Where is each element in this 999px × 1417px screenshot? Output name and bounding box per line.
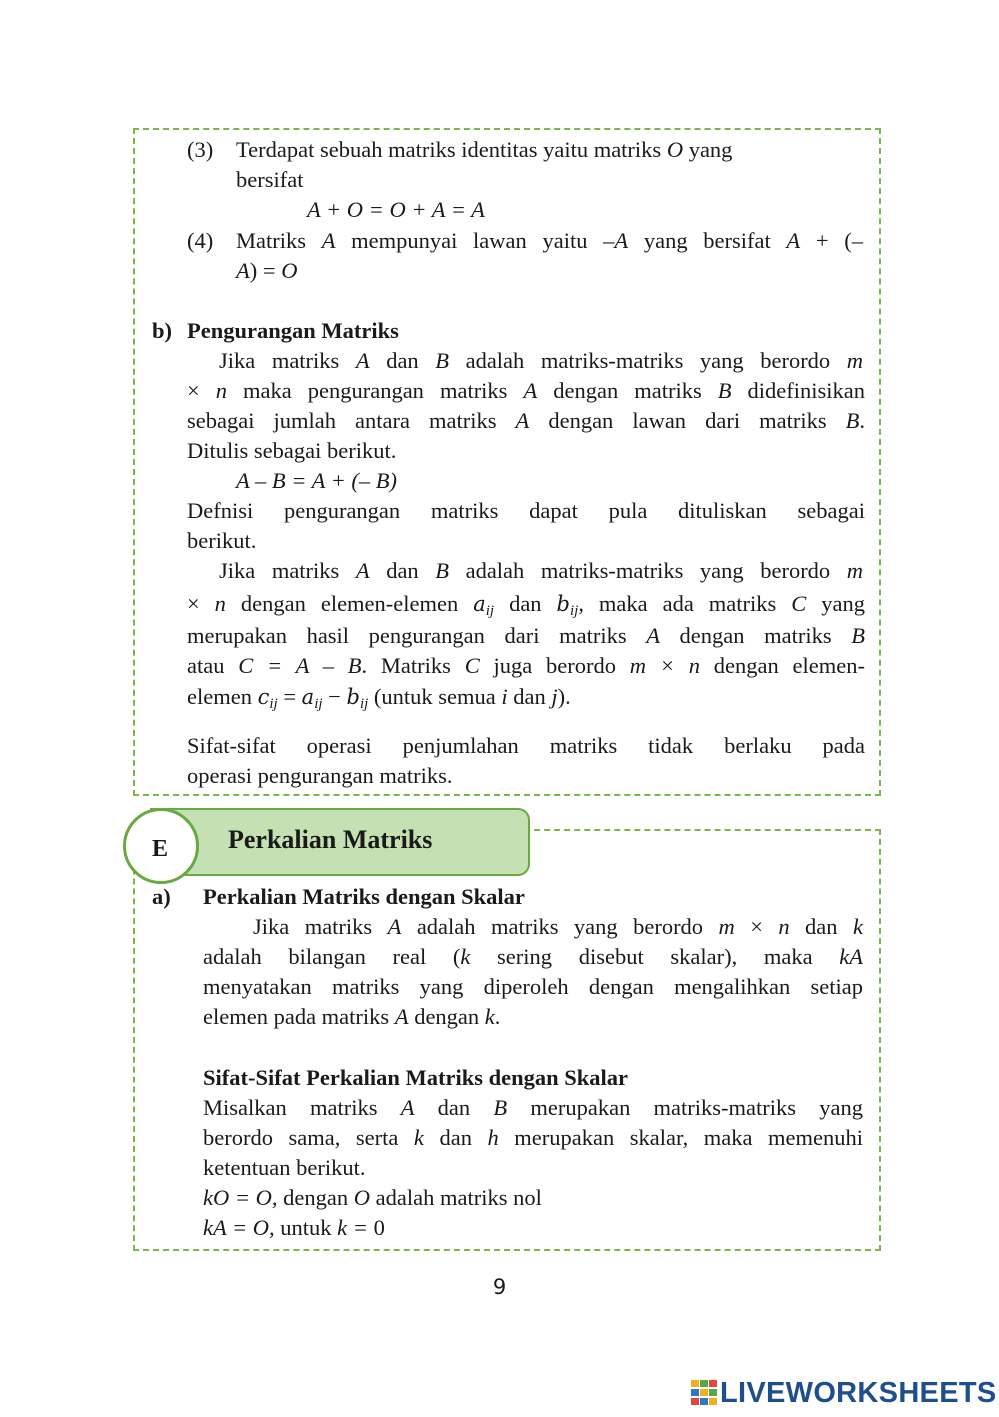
subtraction-para-3-line-3: merupakan hasil pengurangan dari matriks A dengan matriks B — [187, 623, 865, 648]
subsection-a-letter: a) — [152, 884, 171, 909]
liveworksheets-watermark[interactable]: LIVEWORKSHEETS — [720, 1377, 997, 1409]
scalar-rule-1: kO = O, dengan O adalah matriks nol — [203, 1185, 542, 1210]
section-e-title: Perkalian Matriks — [228, 825, 433, 854]
section-e-letter: E — [152, 836, 169, 862]
page-number: 9 — [492, 1275, 507, 1299]
subtraction-para-1-line-1: Jika matriks A dan B adalah matriks-matriks yang berordo m — [219, 348, 864, 373]
scalar-para-1-line-1: Jika matriks A adalah matriks yang berordo m × n dan k — [253, 914, 863, 939]
item-4-line-1: Matriks A mempunyai lawan yaitu –A yang bersifat A + (– — [236, 228, 863, 253]
item-3-number: (3) — [187, 137, 214, 162]
subtraction-para-2-line-1: Defnisi pengurangan matriks dapat pula dituliskan sebagai — [187, 498, 865, 523]
item-3-line-2: bersifat — [236, 167, 304, 192]
subsection-b-heading: Pengurangan Matriks — [187, 318, 399, 343]
subtraction-para-3-line-1: Jika matriks A dan B adalah matriks-matriks yang berordo m — [219, 558, 864, 583]
scalar-properties-heading: Sifat-Sifat Perkalian Matriks dengan Skalar — [203, 1065, 629, 1090]
subtraction-para-3-line-2: × n dengan elemen-elemen $a_{ij}$ dan $b_{ij}$, maka ada matriks C yang — [187, 591, 865, 619]
subtraction-para-2-line-2: berikut. — [187, 528, 257, 553]
scalar-para-2-line-2: berordo sama, serta k dan h merupakan skalar, maka memenuhi — [203, 1125, 863, 1150]
subsection-a-heading: Perkalian Matriks dengan Skalar — [203, 884, 525, 909]
subtraction-para-4-line-2: operasi pengurangan matriks. — [187, 763, 453, 788]
subtraction-para-1-line-2: × n maka pengurangan matriks A dengan matriks B didefinisikan — [187, 378, 865, 403]
subsection-b-letter: b) — [152, 318, 173, 343]
scalar-para-2-line-3: ketentuan berikut. — [203, 1155, 366, 1180]
subtraction-para-3-line-5: elemen $c_{ij} = a_{ij} - b_{ij}$ (untuk semua i dan j). — [187, 684, 571, 712]
scalar-para-1-line-4: elemen pada matriks A dengan k. — [203, 1004, 501, 1029]
item-4-number: (4) — [187, 228, 214, 253]
liveworksheets-logo-icon — [691, 1380, 718, 1405]
scalar-para-1-line-3: menyatakan matriks yang diperoleh dengan mengalihkan setiap — [203, 974, 863, 999]
subtraction-para-1-line-3: sebagai jumlah antara matriks A dengan lawan dari matriks B. — [187, 408, 866, 433]
identity-equation: A + O = O + A = A — [307, 197, 485, 222]
scalar-para-1-line-2: adalah bilangan real (k sering disebut skalar), maka kA — [203, 944, 863, 969]
subtraction-para-3-line-4: atau C = A – B. Matriks C juga berordo m × n dengan elemen- — [187, 653, 865, 678]
item-3-line-1: Terdapat sebuah matriks identitas yaitu matriks O yang — [236, 137, 733, 162]
subtraction-para-4-line-1: Sifat-sifat operasi penjumlahan matriks tidak berlaku pada — [187, 733, 865, 758]
scalar-rule-2: kA = O, untuk k = 0 — [203, 1215, 385, 1240]
scalar-para-2-line-1: Misalkan matriks A dan B merupakan matriks-matriks yang — [203, 1095, 863, 1120]
item-4-line-2: A) = O — [236, 258, 298, 283]
subtraction-equation: A – B = A + (– B) — [236, 468, 397, 493]
subtraction-para-1-line-4: Ditulis sebagai berikut. — [187, 438, 397, 463]
